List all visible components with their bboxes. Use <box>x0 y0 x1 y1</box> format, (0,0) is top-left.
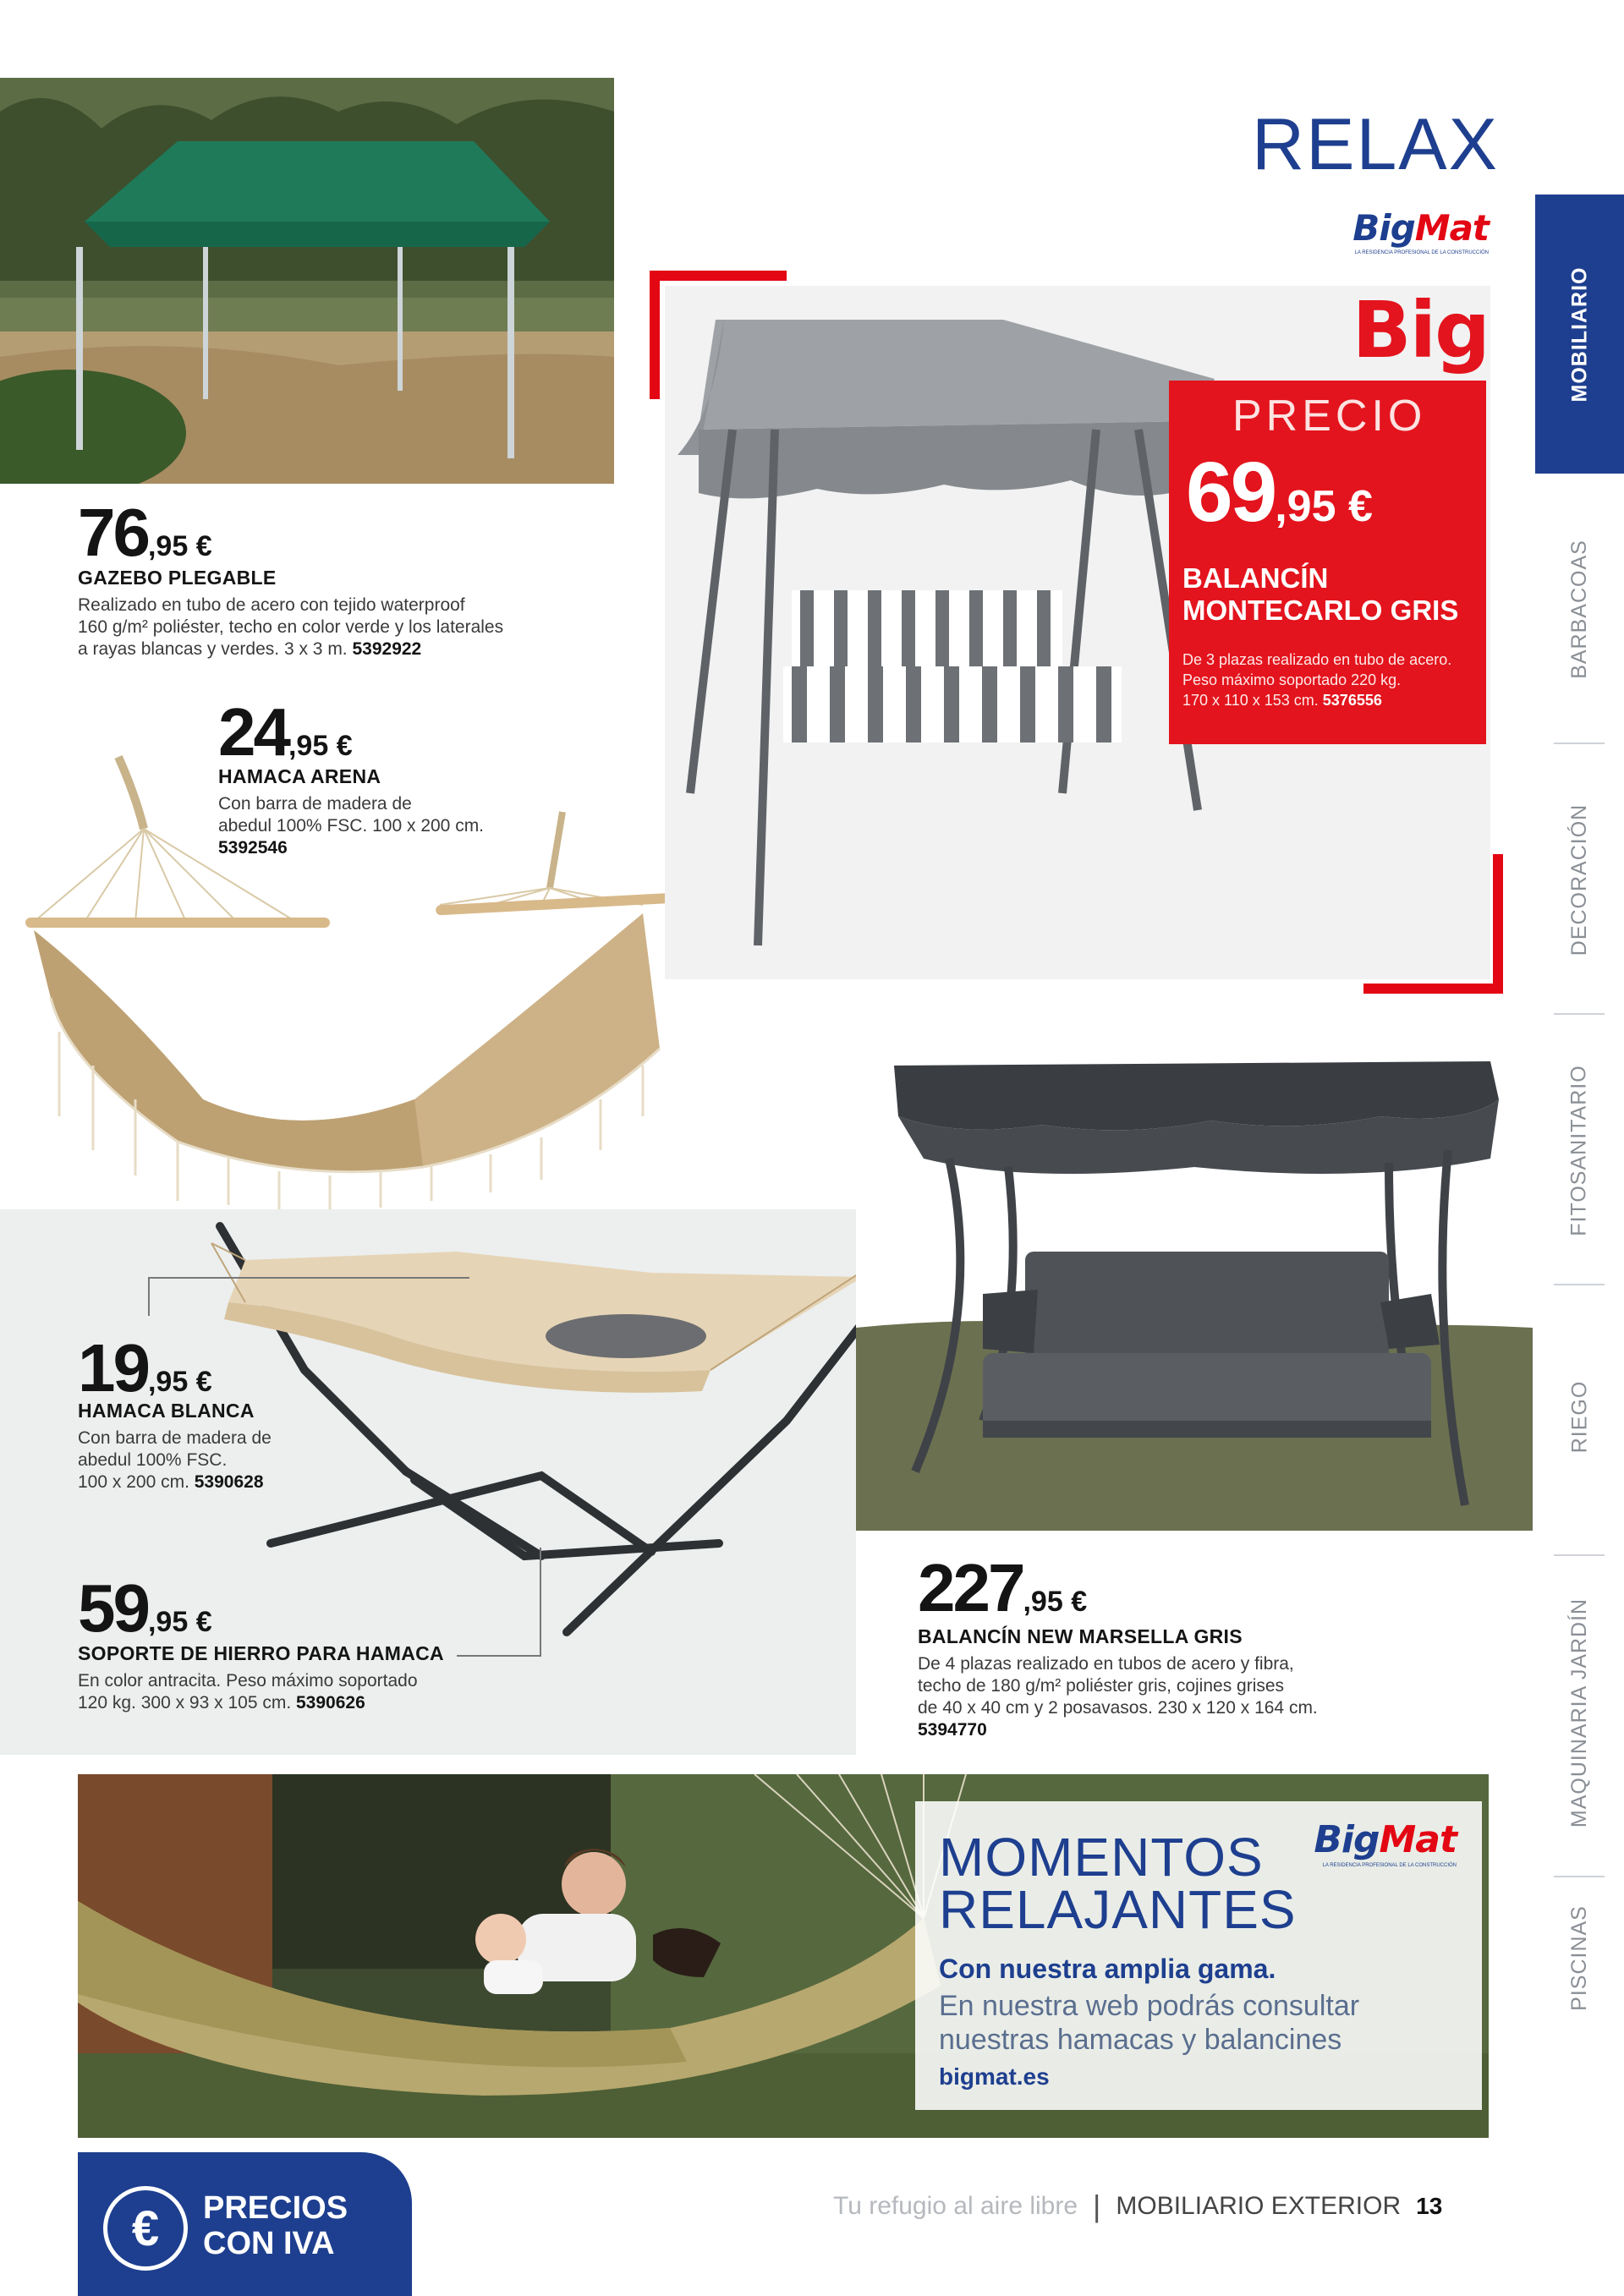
momentos-text <box>939 1989 1359 2057</box>
tab-maquinaria-jardin[interactable] <box>1535 1560 1624 1865</box>
momentos-panel <box>915 1801 1482 2110</box>
desc-line <box>1182 690 1451 710</box>
hamaca-blanca-price-dec: ,95 € <box>147 1366 212 1398</box>
tab-mobiliario[interactable] <box>1535 195 1624 474</box>
desc-line: Con barra de madera de <box>218 794 412 814</box>
section-title: RELAX <box>1252 104 1500 185</box>
tab-label: DECORACIÓN <box>1567 803 1591 956</box>
marsella-price <box>918 1550 1088 1625</box>
bigmat-link[interactable]: bigmat.es <box>939 2063 1050 2090</box>
desc-line: Peso máximo soportado 220 kg. <box>1182 671 1402 688</box>
tab-divider <box>1554 1013 1605 1015</box>
iva-line: PRECIOS <box>203 2190 348 2226</box>
hamaca-blanca-ref: 5390628 <box>194 1472 264 1492</box>
hamaca-blanca-description <box>78 1427 357 1493</box>
tab-piscinas[interactable] <box>1535 1882 1624 2034</box>
precios-con-iva-badge <box>78 2152 412 2296</box>
desc-line: 160 g/m² poliéster, techo en color verde y los laterales <box>78 617 504 637</box>
marsella-name: BALANCÍN NEW MARSELLA GRIS <box>918 1625 1243 1647</box>
tab-label: RIEGO <box>1566 1380 1591 1453</box>
text-line: En nuestra web podrás consultar <box>939 1990 1360 2022</box>
tab-divider <box>1554 1876 1605 1877</box>
montecarlo-price-dec: ,95 € <box>1275 482 1373 531</box>
tab-label: BARBACOAS <box>1567 539 1592 679</box>
tab-label: MOBILIARIO <box>1567 266 1591 402</box>
bigmat-logo-tagline: LA RESIDENCIA PROFESIONAL DE LA CONSTRUCCIÓN <box>1354 250 1489 255</box>
tab-label: MAQUINARIA JARDÍN <box>1567 1597 1592 1827</box>
name-line: BALANCÍN <box>1182 562 1329 594</box>
iva-line: CON IVA <box>203 2226 335 2261</box>
tab-barbacoas[interactable] <box>1535 482 1624 736</box>
hamaca-arena-price-dec: ,95 € <box>288 730 353 762</box>
desc-line: En color antracita. Peso máximo soportado <box>78 1671 418 1690</box>
soporte-price-dec: ,95 € <box>147 1606 212 1638</box>
marsella-description <box>918 1653 1493 1741</box>
bigmat-logo-banner <box>1287 1818 1457 1868</box>
footer-separator: | <box>1093 2189 1101 2223</box>
hamaca-blanca-name: HAMACA BLANCA <box>78 1400 255 1422</box>
hamaca-arena-price-int: 24 <box>218 694 288 770</box>
hamaca-blanca-price-int: 19 <box>78 1330 148 1406</box>
balancin-marsella-photo <box>856 1057 1533 1531</box>
montecarlo-ref: 5376556 <box>1322 692 1382 709</box>
gazebo-photo <box>0 78 614 484</box>
tab-divider <box>1554 743 1605 744</box>
hamaca-arena-name: HAMACA ARENA <box>218 765 381 787</box>
desc-line: abedul 100% FSC. <box>78 1450 228 1470</box>
hamaca-arena-illustration <box>17 744 668 1218</box>
iva-text <box>203 2190 348 2261</box>
momentos-title <box>939 1827 1297 1940</box>
tab-fitosanitario[interactable] <box>1535 1019 1624 1281</box>
desc-line: Con barra de madera de <box>78 1428 272 1448</box>
precio-label: PRECIO <box>1232 392 1427 441</box>
name-line: MONTECARLO GRIS <box>1182 595 1459 626</box>
marsella-ref: 5394770 <box>918 1720 987 1740</box>
desc-line: de 40 x 40 cm y 2 posavasos. 230 x 120 x 164 cm. <box>918 1698 1318 1718</box>
marsella-price-dec: ,95 € <box>1023 1586 1088 1618</box>
desc-line: De 3 plazas realizado en tubo de acero. <box>1182 651 1452 668</box>
desc-text: 100 x 200 cm. <box>78 1472 189 1492</box>
bigmat-logo-word: BigMat <box>1314 1818 1457 1861</box>
tab-decoracion[interactable] <box>1535 748 1624 1011</box>
hamaca-blanca-price <box>78 1330 212 1406</box>
callout-line <box>457 1655 541 1657</box>
bigmat-logo-word: BigMat <box>1352 207 1489 249</box>
soporte-ref: 5390626 <box>296 1693 365 1712</box>
big-precio-panel <box>1169 381 1486 744</box>
desc-line <box>78 1692 602 1714</box>
soporte-price-int: 59 <box>78 1570 148 1646</box>
desc-text: 170 x 110 x 153 cm. <box>1182 692 1319 709</box>
marsella-price-int: 227 <box>918 1550 1023 1625</box>
footer-section: MOBILIARIO EXTERIOR <box>1116 2192 1402 2220</box>
bigmat-logo <box>1320 207 1489 255</box>
hamaca-arena-ref: 5392546 <box>218 838 288 858</box>
title-line: RELAJANTES <box>939 1879 1297 1940</box>
gazebo-price <box>78 495 212 570</box>
tab-label: PISCINAS <box>1567 1904 1592 2011</box>
desc-line <box>78 638 602 660</box>
montecarlo-price <box>1186 445 1373 540</box>
text-line: nuestras hamacas y balancines <box>939 2024 1342 2056</box>
callout-line <box>148 1277 469 1279</box>
title-line: MOMENTOS <box>939 1827 1264 1888</box>
gazebo-name: GAZEBO PLEGABLE <box>78 567 277 589</box>
callout-line <box>540 1548 541 1657</box>
desc-text: a rayas blancas y verdes. 3 x 3 m. <box>78 639 348 659</box>
tab-divider <box>1554 1284 1605 1285</box>
gazebo-price-dec: ,95 € <box>147 530 212 562</box>
desc-line: abedul 100% FSC. 100 x 200 cm. <box>218 816 485 836</box>
desc-line <box>78 1471 357 1493</box>
tab-divider <box>1554 1554 1605 1556</box>
montecarlo-price-int: 69 <box>1186 445 1276 540</box>
montecarlo-description <box>1182 649 1451 710</box>
bigmat-logo-tagline: LA RESIDENCIA PROFESIONAL DE LA CONSTRUCCIÓN <box>1322 1863 1457 1868</box>
soporte-name: SOPORTE DE HIERRO PARA HAMACA <box>78 1642 444 1664</box>
euro-icon: € <box>103 2186 188 2271</box>
gazebo-price-int: 76 <box>78 495 148 570</box>
desc-line: De 4 plazas realizado en tubos de acero y fibra, <box>918 1654 1294 1674</box>
page-number: 13 <box>1416 2193 1443 2219</box>
tab-riego[interactable] <box>1535 1290 1624 1543</box>
soporte-description <box>78 1670 602 1714</box>
footer-tagline: Tu refugio al aire libre <box>833 2192 1078 2220</box>
soporte-price <box>78 1570 212 1646</box>
callout-line <box>148 1277 150 1316</box>
desc-line: Realizado en tubo de acero con tejido waterproof <box>78 595 465 615</box>
desc-line: techo de 180 g/m² poliéster gris, cojines grises <box>918 1676 1285 1696</box>
gazebo-ref: 5392922 <box>352 639 422 659</box>
footer-bar <box>833 2189 1442 2224</box>
momentos-subtitle: Con nuestra amplia gama. <box>939 1954 1276 1984</box>
big-word: Big <box>1352 285 1489 375</box>
big-precio-title <box>1341 285 1489 375</box>
gazebo-description <box>78 595 602 660</box>
desc-text: 120 kg. 300 x 93 x 105 cm. <box>78 1693 292 1712</box>
montecarlo-name <box>1182 562 1458 627</box>
tab-label: FITOSANITARIO <box>1567 1064 1591 1236</box>
category-sidebar <box>1535 195 1624 2038</box>
